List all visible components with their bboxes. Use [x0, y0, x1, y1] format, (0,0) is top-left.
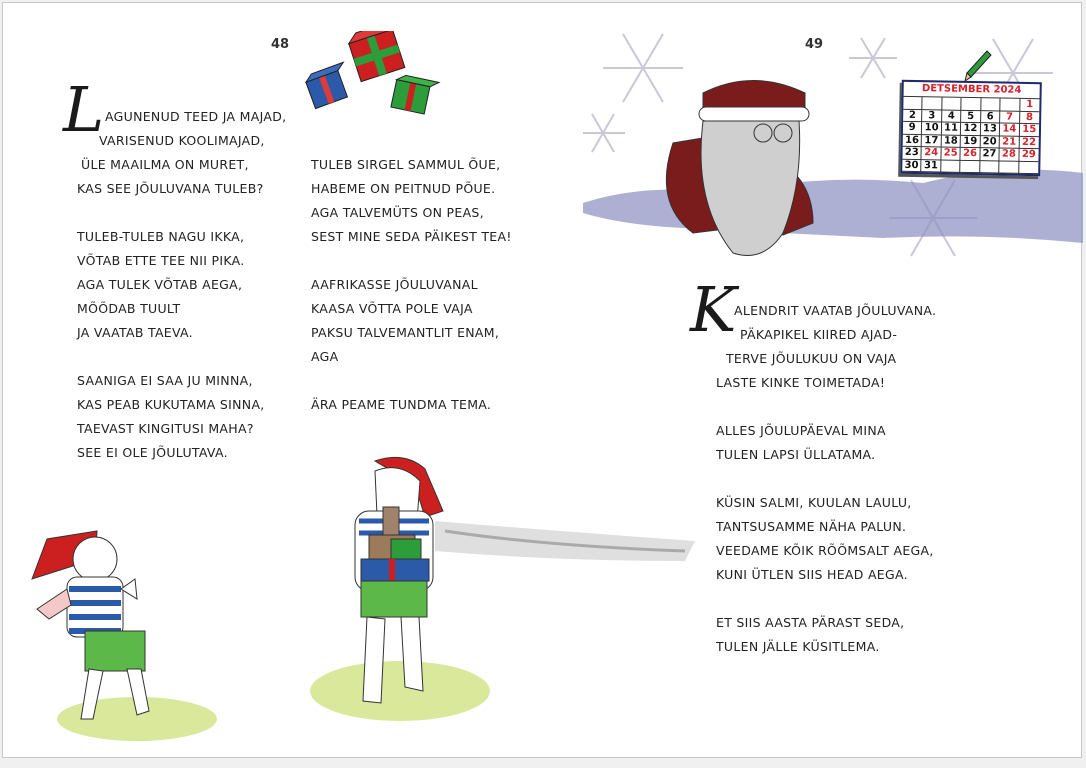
- poem-line: VARISENUD KOOLIMAJAD,: [99, 133, 265, 148]
- calendar-day: 6: [981, 111, 1001, 124]
- poem-line: TAEVAST KINGITUSI MAHA?: [77, 421, 254, 436]
- poem-line: KAS SEE JÕULUVANA TULEB?: [77, 181, 264, 196]
- poem-line: PÄKAPIKEL KIIRED AJAD-: [740, 327, 898, 342]
- calendar-day: 5: [961, 110, 981, 123]
- poem-right: [690, 273, 937, 683]
- calendar-day: 30: [902, 159, 922, 172]
- poem-line: ÄRA PEAME TUNDMA TEMA.: [311, 397, 492, 412]
- stanza: [311, 273, 512, 369]
- page-number-left: 48: [271, 37, 290, 52]
- poem-line: SEST MINE SEDA PÄIKEST TEA!: [311, 229, 512, 244]
- poem-line: HABEME ON PEITNUD PÕUE.: [311, 181, 496, 196]
- poem-line: AAFRIKASSE JÕULUVANAL: [311, 277, 478, 292]
- poem-line: SAANIGA EI SAA JU MINNA,: [77, 373, 253, 388]
- calendar-day: 14: [1000, 124, 1020, 137]
- poem-line: ALENDRIT VAATAB JÕULUVANA.: [734, 303, 937, 318]
- calendar-day: [942, 97, 962, 110]
- poem-line: TANTSUSAMME NÄHA PALUN.: [716, 519, 907, 534]
- calendar-day: 18: [941, 135, 961, 148]
- poem-line: PAKSU TALVEMANTLIT ENAM,: [311, 325, 500, 340]
- stanza: [716, 299, 936, 395]
- calendar-day: [923, 97, 943, 110]
- poem-line: VEEDAME KÕIK RÕÕMSALT AEGA,: [716, 543, 934, 558]
- poem-line: LASTE KINKE TOIMETADA!: [716, 375, 886, 390]
- calendar-grid: [902, 97, 1039, 174]
- calendar-day: 12: [961, 123, 981, 136]
- poem-line: SEE EI OLE JÕULUTAVA.: [77, 445, 228, 460]
- poem-column-1: [63, 73, 287, 489]
- poem-line: JA VAATAB TAEVA.: [77, 325, 193, 340]
- poem-line: TULEB-TULEB NAGU IKKA,: [77, 229, 245, 244]
- poem-line: AGUNENUD TEED JA MAJAD,: [105, 109, 287, 124]
- drop-cap: L: [63, 73, 105, 146]
- poem-line: KÜSIN SALMI, KUULAN LAULU,: [716, 495, 912, 510]
- calendar-day: 8: [1020, 111, 1040, 124]
- page-number-right: 49: [805, 37, 824, 52]
- poem-line: MÕÕDAB TUULT: [77, 301, 181, 316]
- poem-column-2: [311, 153, 512, 441]
- pencil-icon: [963, 49, 993, 83]
- poem-line: VÕTAB ETTE TEE NII PIKA.: [77, 253, 245, 268]
- calendar-day: 15: [1019, 124, 1039, 137]
- poem-line: TULEN JÄLLE KÜSITLEMA.: [716, 639, 880, 654]
- calendar-day: [999, 161, 1019, 174]
- poem-line: ÜLE MAAILMA ON MURET,: [81, 157, 249, 172]
- calendar-title: DETSEMBER 2024: [904, 82, 1040, 99]
- poem-line: TULEB SIRGEL SAMMUL ÕUE,: [311, 157, 501, 172]
- book-spread: [2, 2, 1082, 758]
- poem-line: ALLES JÕULUPÄEVAL MINA: [716, 423, 886, 438]
- poem-line: TULEN LAPSI ÜLLATAMA.: [716, 447, 876, 462]
- calendar-day: 21: [1000, 136, 1020, 149]
- calendar-day: 1: [1020, 99, 1040, 112]
- stanza: [77, 369, 286, 465]
- calendar-day: 24: [922, 147, 942, 160]
- poem-line: TERVE JÕULUKUU ON VAJA: [726, 351, 897, 366]
- calendar-day: [980, 161, 1000, 174]
- poem-line: AGA: [311, 349, 339, 364]
- poem-line: AGA TALVEMÜTS ON PEAS,: [311, 205, 484, 220]
- stanza: [77, 105, 286, 201]
- calendar-day: 4: [942, 110, 962, 123]
- calendar-day: 27: [980, 148, 1000, 161]
- calendar-day: [903, 97, 923, 110]
- calendar-day: 29: [1019, 149, 1039, 162]
- calendar-day: 25: [941, 147, 961, 160]
- stanza: [716, 419, 936, 467]
- calendar-day: 10: [922, 122, 942, 135]
- calendar-day: 7: [1000, 111, 1020, 124]
- left-page: [3, 3, 543, 757]
- calendar-day: 13: [981, 123, 1001, 136]
- calendar-day: 11: [942, 122, 962, 135]
- stanza: [716, 491, 936, 587]
- poem-line: KAS PEAB KUKUTAMA SINNA,: [77, 397, 265, 412]
- stanza: [716, 611, 936, 659]
- poem-line: KUNI ÜTLEN SIIS HEAD AEGA.: [716, 567, 908, 582]
- calendar-day: 9: [903, 122, 923, 135]
- calendar-day: 16: [903, 134, 923, 147]
- stanza: [311, 393, 512, 417]
- poem-line: AGA TULEK VÕTAB AEGA,: [77, 277, 243, 292]
- calendar-day: 19: [961, 135, 981, 148]
- calendar-day: [1019, 161, 1039, 174]
- calendar-day: 31: [922, 160, 942, 173]
- calendar-day: 23: [902, 147, 922, 160]
- calendar-day: 26: [961, 148, 981, 161]
- relaxing-elf-illustration: [27, 519, 227, 749]
- calendar-day: [941, 160, 961, 173]
- drop-cap: K: [690, 273, 737, 346]
- poem-line: ET SIIS AASTA PÄRAST SEDA,: [716, 615, 905, 630]
- stanza: [77, 225, 286, 345]
- calendar-day: [981, 98, 1001, 111]
- calendar-day: [1000, 99, 1020, 112]
- calendar-day: [962, 98, 982, 111]
- calendar-day: 17: [922, 135, 942, 148]
- calendar-day: 20: [980, 136, 1000, 149]
- calendar-day: 28: [1000, 149, 1020, 162]
- poem-line: KAASA VÕTTA POLE VAJA: [311, 301, 473, 316]
- calendar-day: 3: [923, 110, 943, 123]
- falling-gifts-illustration: [303, 31, 443, 121]
- calendar-day: 2: [903, 109, 923, 122]
- calendar-day: 22: [1019, 136, 1039, 149]
- stanza: [311, 153, 512, 249]
- december-calendar: [900, 80, 1042, 176]
- calendar-day: [960, 160, 980, 173]
